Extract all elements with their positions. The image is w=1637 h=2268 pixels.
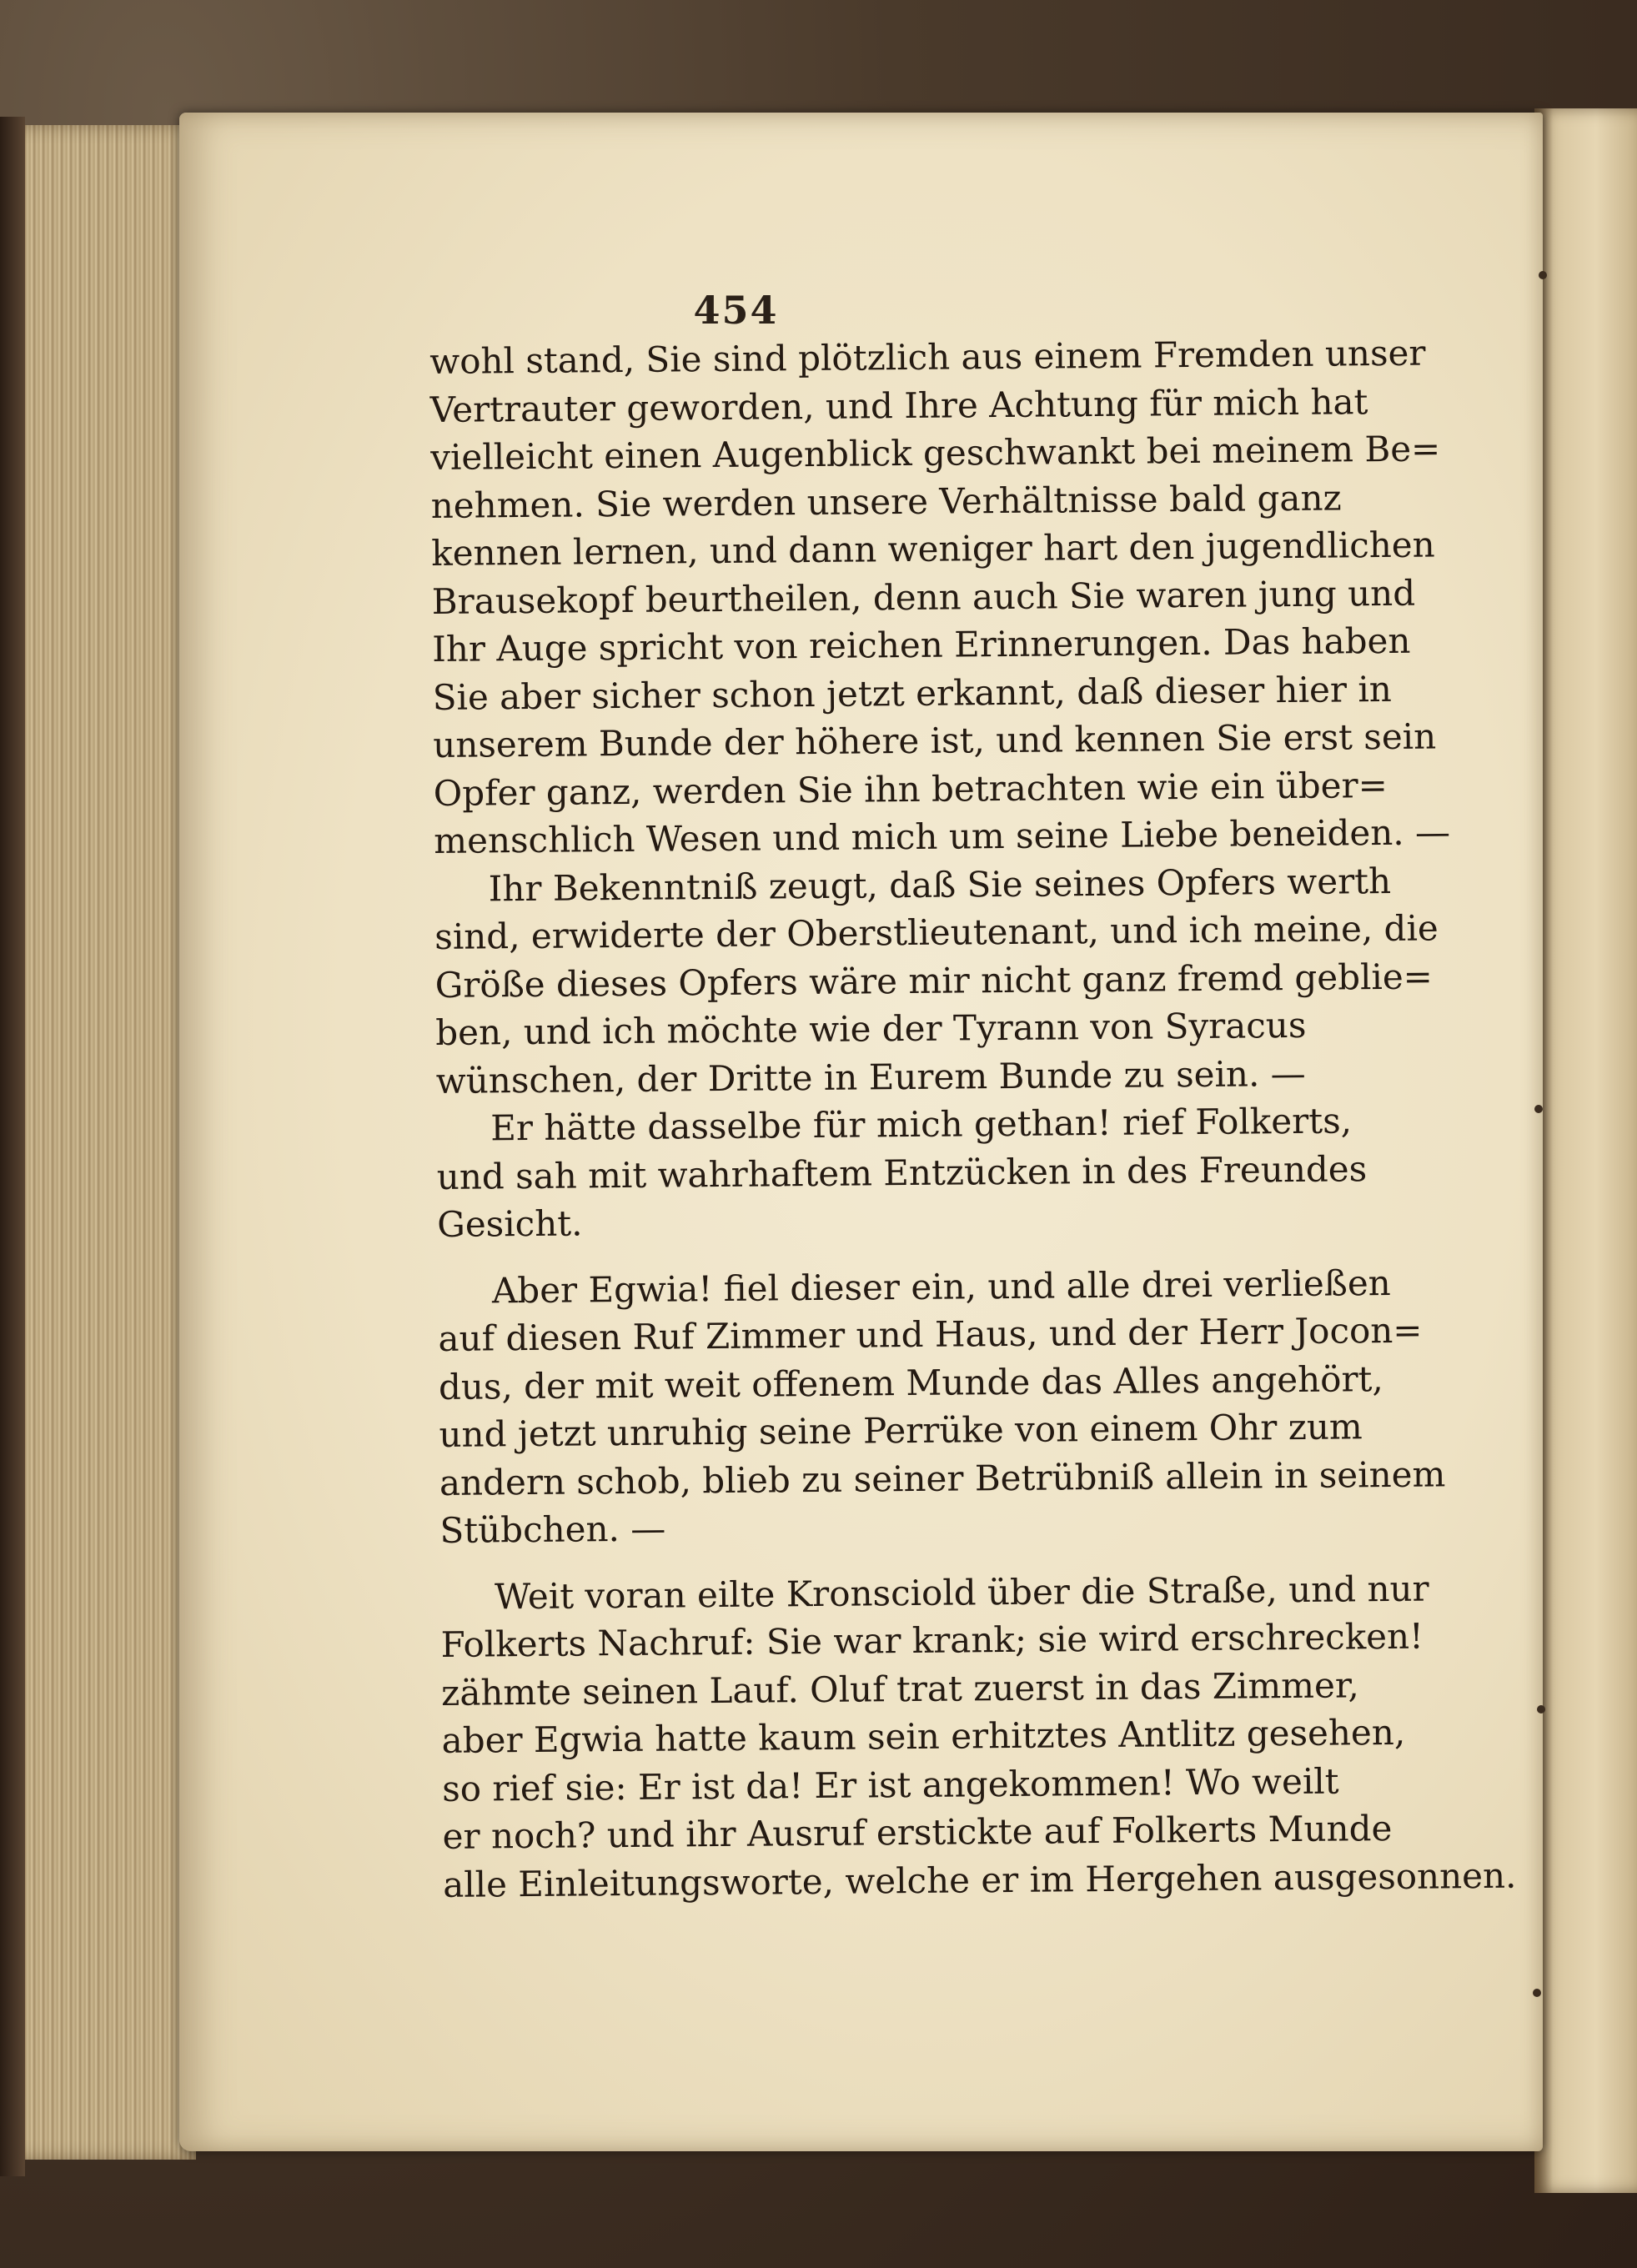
text-line: Opfer ganz, werden Sie ihn betrachten wie ein über= bbox=[433, 764, 1388, 814]
text-line: Weit voran eilte Kronsciold über die Straße, und nur bbox=[494, 1568, 1429, 1617]
facing-page-edge bbox=[1534, 108, 1637, 2193]
binding-mark bbox=[1537, 1705, 1545, 1714]
text-line: menschlich Wesen und mich um seine Liebe beneiden. — bbox=[434, 811, 1451, 861]
page-edges-stack bbox=[0, 125, 196, 2160]
text-line: ben, und ich möchte wie der Tyrann von Syracus bbox=[435, 1004, 1307, 1053]
text-line: Er hätte dasselbe für mich gethan! rief Folkerts, bbox=[490, 1100, 1353, 1149]
paragraph bbox=[440, 1566, 1517, 1909]
text-line: Größe dieses Opfers wäre mir nicht ganz fremd geblie= bbox=[434, 956, 1434, 1006]
text-line: Sie aber sicher schon jetzt erkannt, daß dieser hier in bbox=[432, 668, 1393, 718]
text-line: auf diesen Ruf Zimmer und Haus, und der Herr Jocon= bbox=[438, 1309, 1423, 1359]
text-line: Ihr Bekenntniß zeugt, daß Sie seines Opfers werth bbox=[488, 860, 1392, 909]
book-page bbox=[179, 113, 1543, 2151]
paragraph bbox=[429, 330, 1451, 865]
text-line: alle Einleitungsworte, welche er im Hergehen ausgesonnen. bbox=[442, 1854, 1517, 1905]
text-line: Stübchen. — bbox=[439, 1508, 666, 1551]
binding-mark bbox=[1533, 1989, 1541, 1997]
paragraph bbox=[436, 1097, 1368, 1248]
text-line: Brausekopf beurtheilen, denn auch Sie waren jung und bbox=[431, 572, 1416, 622]
text-line: sind, erwiderte der Oberstlieutenant, und ich meine, die bbox=[434, 907, 1439, 957]
text-line: dus, der mit weit offenem Munde das Alles angehört, bbox=[438, 1357, 1383, 1407]
text-line: Ihr Auge spricht von reichen Erinnerungen. Das haben bbox=[432, 620, 1411, 670]
text-line: aber Egwia hatte kaum sein erhitztes Antlitz gesehen, bbox=[441, 1711, 1406, 1761]
text-line: Vertrauter geworden, und Ihre Achtung für mich hat bbox=[429, 380, 1368, 430]
text-line: Gesicht. bbox=[437, 1202, 583, 1245]
text-line: unserem Bunde der höhere ist, und kennen Sie erst sein bbox=[433, 715, 1437, 765]
text-line: er noch? und ihr Ausruf erstickte auf Folkerts Munde bbox=[442, 1807, 1393, 1857]
text-line: nehmen. Sie werden unsere Verhältnisse bald ganz bbox=[430, 476, 1342, 526]
book-cover-edge bbox=[0, 117, 25, 2176]
text-line: Aber Egwia! fiel dieser ein, und alle drei verließen bbox=[491, 1262, 1391, 1311]
text-line: Folkerts Nachruf: Sie war krank; sie wird erschrecken! bbox=[440, 1615, 1424, 1665]
page-number: 454 bbox=[693, 288, 779, 333]
text-line: vielleicht einen Augenblick geschwankt bei meinem Be= bbox=[430, 428, 1441, 478]
text-line: kennen lernen, und dann weniger hart den jugendlichen bbox=[431, 524, 1435, 574]
text-line: wohl stand, Sie sind plötzlich aus einem Fremden unser bbox=[429, 332, 1426, 382]
text-line: andern schob, blieb zu seiner Betrübniß allein in seinem bbox=[439, 1453, 1446, 1503]
text-line: und jetzt unruhig seine Perrüke von einem Ohr zum bbox=[439, 1406, 1363, 1455]
text-line: und sah mit wahrhaftem Entzücken in des Freundes bbox=[436, 1147, 1368, 1197]
binding-mark bbox=[1539, 271, 1547, 279]
paragraph bbox=[438, 1260, 1446, 1555]
binding-mark bbox=[1534, 1105, 1543, 1113]
text-line: zähmte seinen Lauf. Oluf trat zuerst in das Zimmer, bbox=[440, 1663, 1359, 1714]
text-line: wünschen, der Dritte in Eurem Bunde zu sein. — bbox=[435, 1052, 1306, 1101]
text-line: so rief sie: Er ist da! Er ist angekommen! Wo weilt bbox=[441, 1760, 1339, 1809]
body-text bbox=[429, 330, 1517, 1909]
paragraph bbox=[434, 858, 1439, 1105]
